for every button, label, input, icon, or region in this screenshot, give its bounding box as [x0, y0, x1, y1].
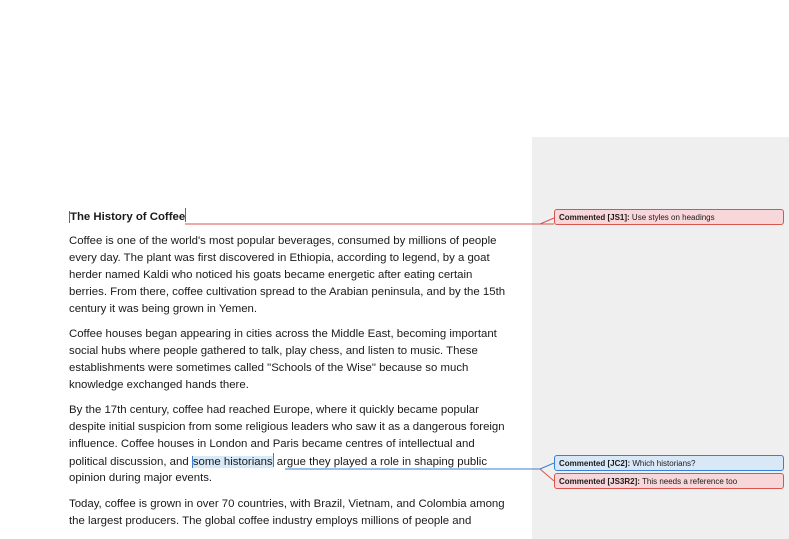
- comment-text: Which historians?: [630, 459, 696, 468]
- text-line: despite initial suspicion from some religious leaders who saw it as a dangerous foreign: [69, 421, 505, 433]
- text-line: Coffee houses began appearing in cities across the Middle East, becoming important: [69, 328, 497, 340]
- comment-anchor-end: [185, 208, 186, 222]
- text-line: herder named Kaldi who noticed his goats became energetic after eating certain: [69, 269, 473, 281]
- document-heading[interactable]: [69, 208, 525, 225]
- text-line: [69, 453, 525, 470]
- comment-author-label: Commented [JS1]:: [559, 213, 630, 222]
- text-line: establishments were sometimes called "Schools of the Wise" because so much: [69, 362, 469, 374]
- text-line: Today, coffee is grown in over 70 countries, with Brazil, Vietnam, and Colombia among: [69, 498, 505, 510]
- text-line: social hubs where people gathered to talk, play chess, and listen to music. These: [69, 345, 478, 357]
- text-line: berries. From there, coffee cultivation spread to the Arabian peninsula, and by the 15th: [69, 286, 506, 298]
- paragraph-2[interactable]: [69, 326, 525, 394]
- text-line: knowledge exchanged hands there.: [69, 379, 249, 391]
- text-line: century it was being grown in Yemen.: [69, 303, 258, 315]
- comment-text: This needs a reference too: [639, 477, 738, 486]
- text-line: By the 17th century, coffee had reached Europe, where it quickly became popular: [69, 404, 479, 416]
- paragraph-3[interactable]: [69, 402, 525, 487]
- text-line: every day. The plant was first discovered in Ethiopia, according to legend, by a goat: [69, 252, 490, 264]
- paragraph-4[interactable]: [69, 496, 525, 530]
- comment-author-label: Commented [JS3R2]:: [559, 477, 640, 486]
- text-line: Coffee is one of the world's most popular beverages, consumed by millions of people: [69, 235, 497, 247]
- comment-js3r2[interactable]: [554, 473, 784, 489]
- paragraph-1[interactable]: [69, 233, 525, 318]
- comment-text: Use styles on headings: [629, 213, 715, 222]
- document-body: [69, 208, 525, 530]
- comment-author-label: Commented [JC2]:: [559, 459, 631, 468]
- text-line: the largest producers. The global coffee industry employs millions of people and: [69, 515, 472, 527]
- text-line: influence. Coffee houses in London and Paris became centres of intellectual and: [69, 438, 475, 450]
- comment-js1[interactable]: [554, 209, 784, 225]
- comment-jc2[interactable]: [554, 455, 784, 471]
- heading-text[interactable]: The History of Coffee: [70, 211, 186, 223]
- text-line: opinion during major events.: [69, 472, 213, 484]
- text-run: political discussion, and: [69, 456, 192, 468]
- text-run: argue they played a role in shaping public: [273, 456, 488, 468]
- commented-text-highlight[interactable]: some historians: [192, 456, 273, 468]
